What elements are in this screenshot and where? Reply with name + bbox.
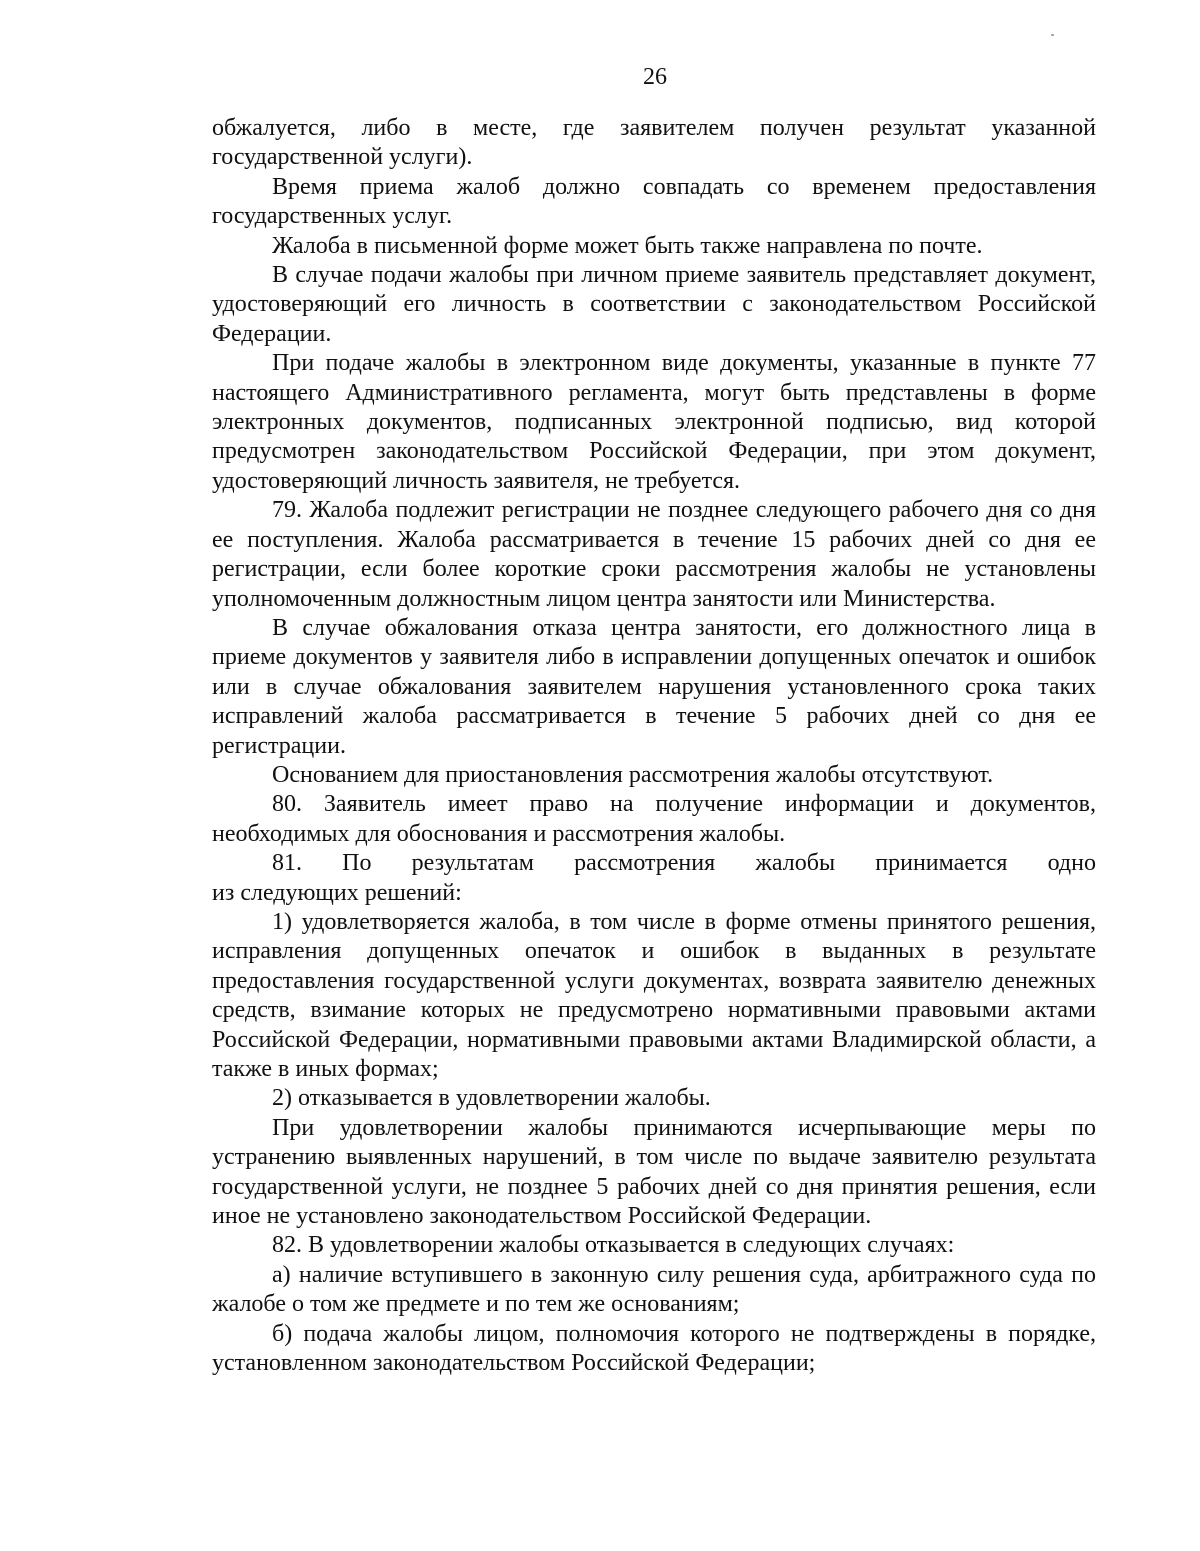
paragraph-81-decision-lead: 81. По результатам рассмотрения жалобы принимается одно bbox=[272, 850, 1096, 877]
document-body bbox=[212, 114, 1096, 1378]
page-number: 26 bbox=[643, 64, 667, 90]
paragraph-electronic-submission: При подаче жалобы в электронном виде документы, указанные в пункте 77 настоящего Административного регламента, могут быть представлены в форме электронных документов, подписанных электронной подписью, вид которой предусмотрен законодательством Российской Федерации, при этом документ, удостоверяющий личность заявителя, не требуется. bbox=[212, 350, 1096, 494]
list-item-b-no-authority: б) подача жалобы лицом, полномочия которого не подтверждены в порядке, установленном законодательством Российской Федерации; bbox=[212, 1320, 1096, 1377]
paragraph-remedy-measures: При удовлетворении жалобы принимаются исчерпывающие меры по устранению выявленных нарушений, в том числе по выдаче заявителю результата государственной услуги, не позднее 5 рабочих дней со дня принятия решения, если иное не установлено законодательством Российской Федерации. bbox=[212, 1114, 1096, 1230]
paragraph-personal-reception: В случае подачи жалобы при личном приеме заявитель представляет документ, удостоверяющий его личность в соответствии с законодательством Российской Федерации. bbox=[212, 262, 1096, 347]
list-item-a-court-decision: а) наличие вступившего в законную силу решения суда, арбитражного суда по жалобе о том же предмете и по тем же основаниям; bbox=[212, 1261, 1096, 1318]
paragraph-reception-time: Время приема жалоб должно совпадать со временем предоставления государственных услуг. bbox=[212, 173, 1096, 230]
scan-speck bbox=[1051, 34, 1054, 36]
list-item-1-satisfied: 1) удовлетворяется жалоба, в том числе в форме отмены принятого решения, исправления допущенных опечаток и ошибок в выданных в результате предоставления государственной услуги документах, возврата заявителю денежных средств, взимание которых не предусмотрено нормативными правовыми актами Российской Федерации, нормативными правовыми актами Владимирской области, а также в иных формах; bbox=[212, 908, 1096, 1082]
paragraph-continuation: обжалуется, либо в месте, где заявителем получен результат указанной государственной услуги). bbox=[212, 115, 1096, 171]
paragraph-80-applicant-rights: 80. Заявитель имеет право на получение информации и документов, необходимых для обоснования и рассмотрения жалобы. bbox=[212, 791, 1096, 847]
paragraph-81-decision-tail: из следующих решений: bbox=[212, 879, 462, 906]
paragraph-mail-complaint: Жалоба в письменной форме может быть также направлена по почте. bbox=[272, 232, 983, 259]
list-item-2-refused: 2) отказывается в удовлетворении жалобы. bbox=[272, 1085, 711, 1112]
paragraph-82-refusal-cases: 82. В удовлетворении жалобы отказывается в следующих случаях: bbox=[272, 1232, 955, 1259]
paragraph-suspension-grounds: Основанием для приостановления рассмотрения жалобы отсутствуют. bbox=[272, 761, 994, 788]
paragraph-appeal-refusal: В случае обжалования отказа центра занятости, его должностного лица в приеме документов у заявителя либо в исправлении допущенных опечаток и ошибок или в случае обжалования заявителем нарушения установленного срока таких исправлений жалоба рассматривается в течение 5 рабочих дней со дня ее регистрации. bbox=[212, 614, 1096, 759]
paragraph-79-registration: 79. Жалоба подлежит регистрации не позднее следующего рабочего дня со дня ее поступления. Жалоба рассматривается в течение 15 рабочих дней со дня ее регистрации, если более короткие сроки рассмотрения жалобы не установлены уполномоченным должностным лицом центра занятости или Министерства. bbox=[212, 497, 1096, 612]
